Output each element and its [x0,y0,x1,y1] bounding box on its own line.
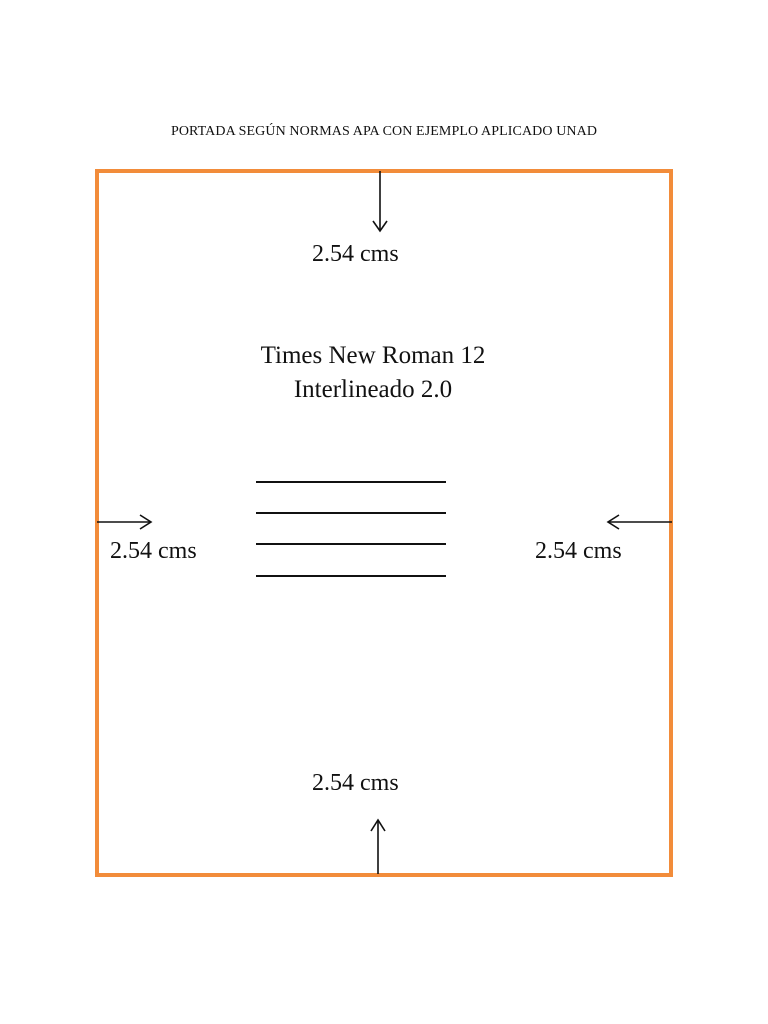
margin-left-label: 2.54 cms [110,538,197,564]
placeholder-line [256,481,446,483]
margin-top-label: 2.54 cms [312,241,399,267]
document-heading: PORTADA SEGÚN NORMAS APA CON EJEMPLO APLICADO UNAD [170,124,598,139]
arrow-left-icon [606,512,672,532]
arrow-right-icon [97,512,153,532]
font-spec-line-1: Times New Roman 12 [260,342,486,369]
margin-right-label: 2.54 cms [535,538,622,564]
placeholder-line [256,575,446,577]
placeholder-line [256,543,446,545]
arrow-down-icon [370,171,390,233]
arrow-up-icon [368,818,388,874]
font-spec-line-2: Interlineado 2.0 [293,376,453,403]
placeholder-line [256,512,446,514]
margin-bottom-label: 2.54 cms [312,770,399,796]
